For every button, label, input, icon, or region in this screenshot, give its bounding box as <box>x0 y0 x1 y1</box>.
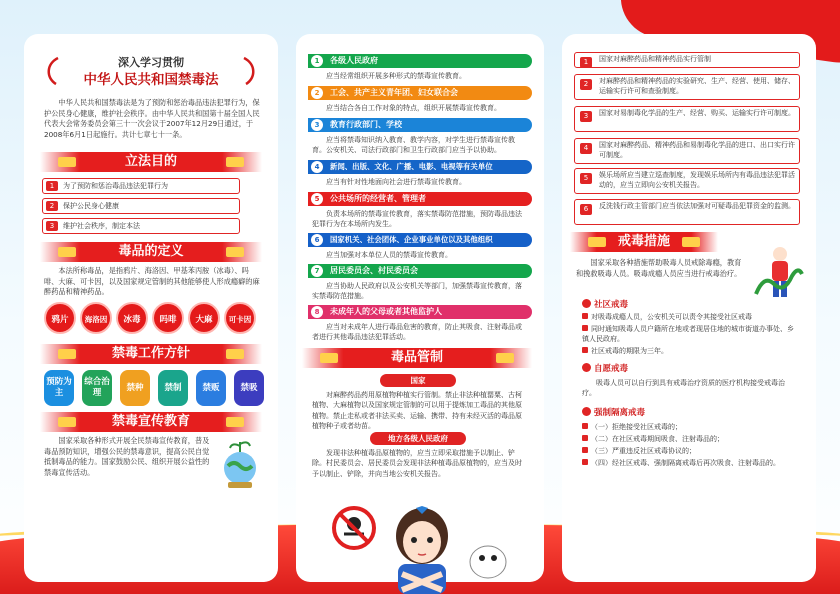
agency-bar-5: 5 公共场所的经营者、管理者 <box>308 192 532 206</box>
community-rehab-title: 社区戒毒 <box>582 298 628 310</box>
page-title: 中华人民共和国禁毒法 <box>83 72 219 88</box>
agency-text-5: 负责本场所的禁毒宣传教育，落实禁毒防范措施，预防毒品违法犯罪行为在本场所内发生。 <box>312 210 522 229</box>
no-drugs-girl-illustration <box>318 500 518 594</box>
drug-badge: 鸦片 <box>44 302 76 334</box>
laurel-left-icon <box>42 56 62 86</box>
agency-text-1: 应当经常组织开展多种形式的禁毒宣传教育。 <box>326 72 466 80</box>
agency-bar-8: 8 未成年人的父母或者其他监护人 <box>308 305 532 319</box>
agency-text-8: 应当对未成年人进行毒品危害的教育，防止其吸食、注射毒品或者进行其他毒品违法犯罪活动。 <box>312 323 522 342</box>
left-subtitle: 深入学习贯彻 <box>118 56 184 69</box>
agency-text-6: 应当加强对本单位人员的禁毒宣传教育。 <box>326 251 452 259</box>
education-heading: 禁毒宣传教育 <box>40 412 262 432</box>
measures-heading: 戒毒措施 <box>570 232 718 252</box>
laurel-right-icon <box>240 56 260 86</box>
man-fighting-snake-illustration <box>750 244 804 300</box>
community-item: 同时通知吸毒人员户籍所在地或者现居住地的城市街道办事处、乡镇人民政府。 <box>582 325 794 344</box>
country-label: 国家 <box>380 374 456 387</box>
forced-item: （三）严重违反社区戒毒协议的； <box>582 446 796 456</box>
control-rule-2: 2 对麻醉药品和精神药品的实验研究、生产、经营、使用、储存、运输实行许可和查验制度。 <box>574 74 800 100</box>
control-heading: 毒品管制 <box>302 348 532 368</box>
agency-bar-2: 2 工会、共产主义青年团、妇女联合会 <box>308 86 532 100</box>
drug-badge: 大麻 <box>188 302 220 334</box>
control-rule-6: 6 反洗钱行政主管部门应当依法加强对可疑毒品犯罪资金的监测。 <box>574 199 800 225</box>
community-item: 社区戒毒的期限为三年。 <box>582 346 796 356</box>
control-rule-3: 3 国家对易制毒化学品的生产、经营、购买、运输实行许可制度。 <box>574 106 800 132</box>
agency-text-4: 应当有针对性地面向社会进行禁毒宣传教育。 <box>326 178 466 186</box>
control-rule-5: 5 娱乐场所应当建立巡查制度，发现娱乐场所内有毒品违法犯罪活动的，应当立即向公安机关报告。 <box>574 168 800 194</box>
local-gov-label: 地方各级人民政府 <box>370 432 466 445</box>
purpose-heading: 立法目的 <box>40 152 262 172</box>
forced-item: （四）经社区戒毒、强制隔离戒毒后再次吸食、注射毒品的。 <box>582 458 796 468</box>
policy-badge: 综合治理 <box>82 370 112 406</box>
forced-rehab-title: 强制隔离戒毒 <box>582 406 645 418</box>
check-icon <box>582 407 591 416</box>
definition-heading: 毒品的定义 <box>40 242 262 262</box>
policy-heading: 禁毒工作方针 <box>40 344 262 364</box>
forced-item: （二）在社区戒毒期间吸食、注射毒品的； <box>582 434 796 444</box>
country-text: 对麻醉药品药用原植物种植实行管制。禁止非法种植罂粟、古柯植物、大麻植物以及国家规定管制的可以用于提炼加工毒品的其他原植物。禁止走私或者非法买卖、运输、携带、持有未经灭活的毒品原植物种子或者幼苗。 <box>312 391 522 431</box>
policy-badge: 禁贩 <box>196 370 226 406</box>
agency-bar-6: 6 国家机关、社会团体、企业事业单位以及其他组织 <box>308 233 532 247</box>
agency-bar-1: 1 各级人民政府 <box>308 54 532 68</box>
purpose-item-2: 2 保护公民身心健康 <box>42 198 240 214</box>
control-rule-1: 1 国家对麻醉药品和精神药品实行管制 <box>574 52 800 68</box>
measures-text: 国家采取各种措施帮助吸毒人员戒除毒瘾，教育和挽救吸毒人员。吸毒成瘾人员应当进行戒毒治疗。 <box>576 258 742 278</box>
voluntary-rehab-title: 自愿戒毒 <box>582 362 628 374</box>
policy-badge: 禁制 <box>158 370 188 406</box>
community-item: 对吸毒成瘾人员，公安机关可以责令其接受社区戒毒 <box>582 312 796 322</box>
drug-badge: 海洛因 <box>80 302 112 334</box>
agency-text-2: 应当结合各自工作对象的特点，组织开展禁毒宣传教育。 <box>326 104 501 112</box>
agency-bar-3: 3 教育行政部门、学校 <box>308 118 532 132</box>
agency-bar-7: 7 居民委员会、村民委员会 <box>308 264 532 278</box>
globe-plant-icon <box>214 436 266 490</box>
drug-badge: 冰毒 <box>116 302 148 334</box>
policy-badge: 禁吸 <box>234 370 264 406</box>
intro-text: 中华人民共和国禁毒法是为了预防和惩治毒品违法犯罪行为，保护公民身心健康，维护社会秩序。由中华人民共和国第十届全国人民代表大会常务委员会第三十一次会议于2007年12月29日通过，于2008年6月1日起施行。共计七章七十一条。 <box>44 98 260 139</box>
policy-badge: 预防为主 <box>44 370 74 406</box>
agency-text-3: 应当将禁毒知识纳入教育、教学内容，对学生进行禁毒宣传教育。公安机关、司法行政部门和卫生行政部门应当予以协助。 <box>312 136 515 155</box>
purpose-item-3: 3 维护社会秩序，制定本法 <box>42 218 240 234</box>
control-rule-4: 4 国家对麻醉药品、精神药品和易制毒化学品的进口、出口实行许可制度。 <box>574 138 800 164</box>
education-text: 国家采取各种形式开展全民禁毒宣传教育，普及毒品预防知识，增强公民的禁毒意识，提高公民自觉抵制毒品的能力。国家鼓励公民、组织开展公益性的禁毒宣传活动。 <box>44 436 210 477</box>
definition-text: 本法所称毒品，是指鸦片、海洛因、甲基苯丙胺（冰毒）、吗啡、大麻、可卡因，以及国家规定管制的其他能够使人形成瘾癖的麻醉药品和精神药品。 <box>44 266 260 297</box>
voluntary-text: 吸毒人员可以自行到具有戒毒治疗资质的医疗机构接受戒毒治疗。 <box>582 379 785 398</box>
policy-badge: 禁种 <box>120 370 150 406</box>
forced-item: （一）拒绝接受社区戒毒的； <box>582 422 796 432</box>
check-icon <box>582 363 591 372</box>
drug-badge: 可卡因 <box>224 302 256 334</box>
local-gov-text: 发现非法种植毒品原植物的，应当立即采取措施予以制止、铲除。村民委员会、居民委员会发现非法种植毒品原植物的，应当及时予以制止、铲除，并向当地公安机关报告。 <box>312 449 522 478</box>
purpose-item-1: 1 为了预防和惩治毒品违法犯罪行为 <box>42 178 240 194</box>
check-icon <box>582 299 591 308</box>
agency-bar-4: 4 新闻、出版、文化、广播、电影、电视等有关单位 <box>308 160 532 174</box>
agency-text-7: 应当协助人民政府以及公安机关等部门，加强禁毒宣传教育，落实禁毒防范措施。 <box>312 282 522 301</box>
drug-badge: 吗啡 <box>152 302 184 334</box>
